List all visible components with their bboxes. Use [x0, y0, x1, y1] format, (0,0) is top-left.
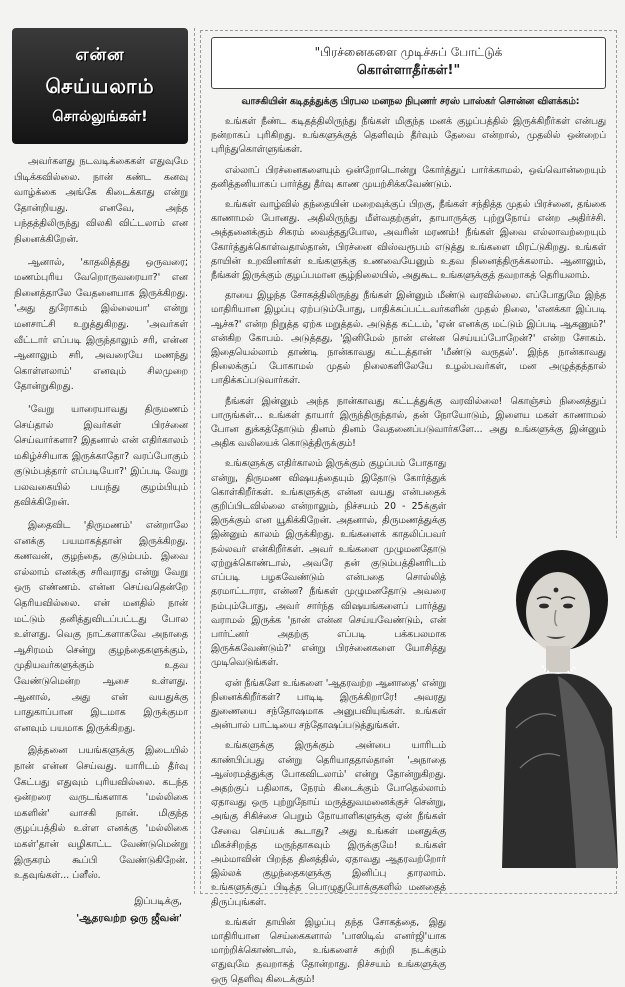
reply-paragraph: உங்கள் தாயின் இழப்பு தந்த சோகத்தை, இது மாதிரியான செய்கைகளால் 'பாஸிடிவ் எனர்ஜி'யாக மாற்றிக்கொண்டால், உங்களைச் சுற்றி நடக்கும் எதுவுமே தவறாகத் தோன்றாது. நிச்சயம் உங்களுக்கு ஒரு தெளிவு கிடைக்கும்! — [211, 916, 446, 985]
reply-paragraph: எல்லாப் பிரச்னைகளையும் ஒன்றோடொன்று கோர்த்துப் பார்க்காமல், ஒவ்வொன்றையும் தனித்தனியாகப் பார்த்து தீர்வு காண முயற்சிக்கவேண்டும். — [211, 164, 606, 190]
reply-paragraph: தாயை இழந்த சோகத்திலிருந்து நீங்கள் இன்னும் மீண்டு வரவில்லை. எப்போதுமே இந்த மாதிரியான இழப்பு ஏற்படும்போது, பாதிக்கப்பட்டவர்களின் முதல் நிலை, 'எனக்கா இப்படி ஆச்சு?' என்ற நிறுத்த ஏற்க மறுத்தல். அடுத்த கட்டம், 'ஏன் எனக்கு மட்டும் இப்படி ஆகணும்?' என்கிற கோபம். அடுத்தது, 'இனிமேல் நான் என்ன செய்யப்போறேன்?' என்ற சோகம். இதையெல்லாம் தாண்டி நான்காவது கட்டத்தான் 'மீண்டு வருதல்'. இந்த நான்காவது நிலைக்குப் போகாமல் முதல் நிலைகளிலேயே உழல்பவர்கள், மன அழுத்தத்தால் பாதிக்கப்படுவார்கள். — [211, 290, 606, 387]
reply-paragraph: ஏன் நீங்களே உங்களை 'ஆதரவற்ற ஆனாதை' என்று நினைக்கிறீர்கள்? பாடிடி இருக்கிறாரே! அவரது துணையை சந்தோஷமாக அனுபவியுங்கள். உங்கள் அன்பால் பாட்டியை சந்தோஷப்படுத்துங்கள். — [211, 677, 446, 732]
letter-sign-off — [14, 894, 188, 928]
reply-paragraph: உங்களுக்கு இருக்கும் அன்பை யாரிடம் காண்பிப்பது என்று தெரியாததால்தான் 'அநாதை ஆஸ்ரமத்துக்கு போகவிடலாம்' என்று தோன்றுகிறது. அதற்குப் பதிலாக, நேரம் கிடைக்கும் போதெல்லாம் ஏதாவது ஒரு புற்றுநோய் மருத்துவமனைக்குச் சென்று, அங்கு சிகிச்சை பெறும் நோயாளிகளுக்கு ஏன் நீங்கள் சேவை செய்யக் கூடாது? அது உங்கள் மனதுக்கு மிகச்சிறந்த மருந்தாகவும் இருக்குமே! உங்கள் அம்மாவின் பிறந்த தினத்தில், ஏதாவது ஆதரவற்றோர் இல்லக் குழந்தைகளுக்கு இனிப்பு தாரலாம். உங்களுக்குப் பிடித்த பொழுதுபோக்குகளில் மனதைத் திருப்புங்கள். — [211, 740, 446, 908]
letter-paragraph: இதைவிட 'திருமணம்' என்றாலே எனக்கு பயமாகத்தான் இருக்கிறது. கணவன், குழந்தை, குடும்பம். இவை எல்லாம் எனக்கு சரிவராது என்று வேறு ஒரு எண்ணம். என்ன செய்வதென்றே தெரியவில்லை. என் மனதில் நான் மட்டும் தனித்துவிடப்பட்டது போல உள்ளது. வெகு நாட்களாகவே அநாதை ஆசிரமம் சென்று குழந்தைகளுக்கும், முதியவர்களுக்கும் உதவ வேண்டுமென்ற ஆசை உள்ளது. ஆனால், அது என் வயதுக்கு பாதுகாப்பான இடமாக இருக்குமா எனவும் பயமாக இருக்கிறது. — [14, 520, 188, 734]
reply-headline — [211, 37, 606, 89]
reply-paragraph: உங்களுக்கு எதிர்காலம் இருக்கும் குழப்பம் போதாது என்று, திருமண விஷயத்தையும் இதோடு கோர்த்துக் கொள்கிறீர்கள். உங்களுக்கு என்ன வயது என்பதைக் குறிப்பிடவில்லை என்றாலும், நிச்சயம் 20 - 25க்குள் இருக்கும் என யூகிக்கிறேன். அதனால், திருமணத்துக்கு இன்னும் காலம் இருக்கிறது. உங்களைக் காதலிப்பவர் நல்லவர் என்கிறீர்கள். அவர் உங்களை முழுமனதோடு ஏற்றுக்கொண்டால், அவரே தன் குடும்பத்தினரிடம் எப்படி பழகவேண்டும் என்பதை சொல்லித் தரமாட்டாரா, என்ன? நீங்கள் முழுமனதோடு அவரை நம்பும்போது, அவர் சார்ந்த விஷயங்களைப் பார்த்து வராமல் இருக்க 'நான் என்ன செய்யவேண்டும், என் பார்ட்னர் அதற்கு எப்படி பக்கபலமாக இருக்கவேண்டும்?' என்று பிரச்னைகளை யோசித்து முடிவெடுங்கள். — [211, 458, 446, 669]
reply-paragraph: நீங்கள் இன்னும் அந்த நான்காவது கட்டத்துக்கு வரவில்லை! கொஞ்சம் நினைத்துப் பாருங்கள்... உங்கள் தாயார் இருந்திருந்தால், தன் நோயோடும், இளைய மகள் காணாமல் போன துக்கத்தோடும் தினம் தினம் வேதனைப்படுவார்களே... அது உங்களுக்கு இன்னும் அதிக வலியைக் கொடுத்திருக்கும்! — [211, 395, 606, 450]
column-heading — [12, 28, 188, 144]
letter-column — [8, 28, 195, 924]
reply-headline-line-1: "பிரச்னைகளை முடிச்சுப் போட்டுக் — [314, 45, 503, 59]
heading-line-2: செய்யலாம் — [45, 74, 155, 98]
reply-headline-line-2: கொள்ளாதீர்கள்!" — [356, 63, 461, 78]
heading-line-3: சொல்லுங்கள்! — [52, 109, 148, 125]
letter-paragraph: அவர்களது நடவடிக்கைகள் எதுவுமே பிடிக்கவில்லை. நான் கண்ட கனவு வாழ்க்கை அங்கே கிடைக்காது என்று தோன்றியது. எனவே, அந்த பந்தத்திலிருந்து விலகி விட்டலாம் என நினைக்கிறேன். — [14, 156, 188, 245]
letter-body — [14, 154, 188, 928]
reply-paragraph: உங்கள் வாழ்வில் தந்தையின் மறைவுக்குப் பிறகு, நீங்கள் சந்தித்த முதல் பிரச்னை, தங்கை காணாமல் போனது. அதிலிருந்து மீள்வதற்குள், தாயாருக்கு புற்றுநோய் என்ற அதிர்ச்சி. அத்தனைக்கும் சிகரம் வைத்ததுபோல, அவரின் மரணம்! நீங்கள் இவை எல்லாவற்றையும் கோர்த்துக்கொள்வதால்தான், பிரச்னை விஸ்வரூபம் எடுத்து உங்களை மிரட்டுகிறது. உங்கள் தாயின் உறவினர்கள் உங்களுக்கு உணவையேனும் உதவ நினைத்திருக்கலாம். ஆனாலும், நீங்கள் இருக்கும் குழப்பமான சூழ்நிலையில், அதுகூட உங்களுக்குத் தவறாகத் தெரியலாம். — [211, 199, 606, 282]
letter-paragraph: 'வேறு யாரையாவது திருமணம் செய்தால் இவர்கள் பிரச்னை செய்வார்களா? இதனால் என் எதிர்காலம் மகிழ்ச்சியாக இருக்காதோ? வரப்போகும் குடும்பத்தார் எப்படியோ?' இப்படி வேறு பலவகையில் பயந்து குழம்பியும் தவிக்கிறேன். — [14, 403, 188, 509]
letter-paragraph: ஆனால், 'காதலித்தது ஒருவரை; மணம்புரிய வேறொருவரையா?' என நினைத்தாலே வேதனையாக இருக்கிறது. 'அது துரோகம் இல்லையா' என்று மனசாட்சி உறுத்துகிறது. 'அவர்கள் வீட்டார் எப்படி இருந்தாலும் சரி, என்ன ஆனாலும் சரி, அவரையே மணந்து கொள்ளலாம்' எனவும் சிலமுறை தோன்றுகிறது. — [14, 256, 188, 393]
reply-intro: வாசகியின் கடிதத்துக்கு பிரபல மனநல நிபுணர் சரஸ் பாஸ்கர் சொன்ன விளக்கம்: — [241, 96, 580, 107]
heading-line-1: என்ன — [75, 45, 125, 65]
sign-off-name: 'ஆதரவற்ற ஒரு ஜீவன்' — [76, 912, 182, 924]
woman-portrait-icon — [496, 538, 618, 868]
reply-paragraph: உங்கள் நீண்ட கடிதத்திலிருந்து நீங்கள் மிகுந்த மனக் குழப்பத்தில் இருக்கிறீர்கள் என்பது நன்றாகப் புரிகிறது. உங்களுக்குத் தெளிவும் தீர்வும் தேவை என்றால், முதலில் ஒன்றைப் புரிந்துகொள்ளுங்கள். — [211, 116, 606, 156]
sign-off-greeting: இப்படிக்கு, — [134, 895, 182, 907]
letter-paragraph: இத்தனை பயங்களுக்கு இடையில் நான் என்ன செய்வது. யாரிடம் தீர்வு கேட்பது எதுவும் புரியவில்லை. கடந்த ஒன்றரை வருடங்களாக 'மல்லிகை மகளின்' வாசகி நான். மிகுந்த குழப்பத்தில் உள்ள எனக்கு 'மல்லிகை மகள்'தான் வழிகாட்ட வேண்டுமென்று இருகரம் கூப்பி வேண்டுகிறேன். உதவுங்கள்... ப்ளீஸ். — [14, 745, 188, 882]
